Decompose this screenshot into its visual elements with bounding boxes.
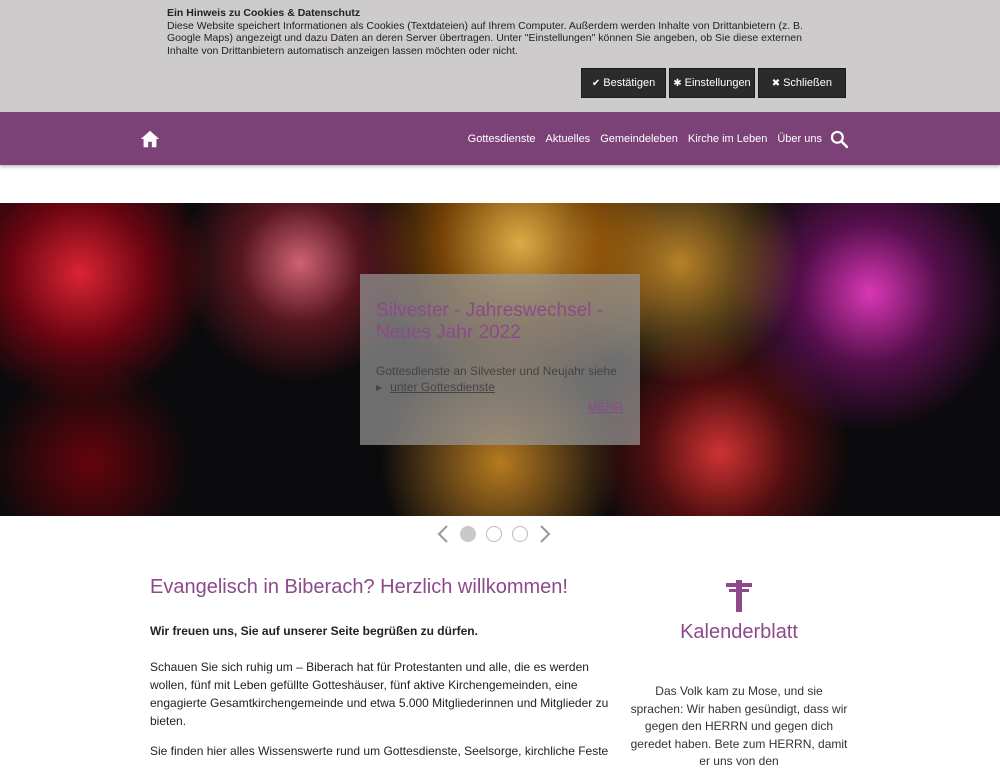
cookie-banner — [0, 0, 1000, 112]
hero-slider — [0, 203, 1000, 516]
check-icon: ✔ — [591, 77, 601, 89]
slide-dot-1[interactable] — [460, 526, 476, 542]
hero-title: Silvester - Jahreswechsel - Neues Jahr 2022 — [376, 300, 604, 343]
main-content — [150, 574, 610, 760]
chevron-left-icon[interactable] — [436, 524, 450, 544]
cross-icon — [725, 580, 753, 612]
home-icon[interactable] — [139, 128, 161, 150]
cookie-text-block — [167, 7, 832, 57]
nav-item-gemeindeleben[interactable]: Gemeindeleben — [600, 132, 678, 145]
hero-link-row — [376, 380, 624, 394]
cookie-description: Diese Website speichert Informationen als Cookies (Textdateien) auf Ihrem Computer. Außerdem werden Inhalte von Drittanbietern (z. B. Google Maps) angezeigt und dazu Daten an deren Server übertragen. Unter "Einstellungen" können Sie angeben, ob Sie diese externen Inhalte von Drittanbietern automatisch anzeigen lassen möchten oder nicht. — [167, 19, 803, 57]
second-paragraph: Sie finden hier alles Wissenswerte rund um Gottesdienste, Seelsorge, kirchliche Feste — [150, 744, 609, 758]
close-icon: ✖ — [771, 77, 781, 89]
kalenderblatt-title: Kalenderblatt — [680, 621, 798, 643]
nav-item-aktuelles[interactable]: Aktuelles — [545, 132, 591, 145]
cookie-buttons — [581, 68, 846, 98]
confirm-label: Bestätigen — [603, 77, 656, 89]
page-title: Evangelisch in Biberach? Herzlich willkommen! — [150, 576, 568, 598]
close-label: Schließen — [783, 77, 832, 89]
slide-dot-2[interactable] — [486, 526, 502, 542]
main-navigation — [0, 112, 1000, 165]
settings-button[interactable] — [669, 68, 754, 98]
close-button[interactable] — [758, 68, 846, 98]
lead-text: Wir freuen uns, Sie auf unserer Seite begrüßen zu dürfen. — [150, 624, 478, 638]
chevron-right-icon[interactable] — [538, 524, 552, 544]
hero-text: Gottesdienste an Silvester und Neujahr siehe — [376, 364, 617, 378]
slide-dot-3[interactable] — [512, 526, 528, 542]
nav-menu — [468, 112, 822, 165]
intro-paragraph: Schauen Sie sich ruhig um – Biberach hat für Protestanten und alle, die es werden wollen, fünf mit Leben gefüllte Gotteshäuser, fünf aktive Kirchengemeinden, eine engagierte Gesamtkirchengemeinde und etwa 5.000 Mitgliederinnen und Mitglieder zu bieten. — [150, 660, 609, 728]
nav-item-kirche-im-leben[interactable]: Kirche im Leben — [687, 132, 768, 145]
cookie-title: Ein Hinweis zu Cookies & Datenschutz — [167, 7, 361, 19]
hero-caption — [360, 274, 640, 445]
slider-controls — [436, 524, 552, 544]
confirm-button[interactable] — [581, 68, 666, 98]
hero-link[interactable]: unter Gottesdienste — [390, 380, 495, 394]
search-icon[interactable] — [829, 129, 849, 149]
kalenderblatt-box — [628, 580, 850, 771]
settings-label: Einstellungen — [684, 77, 751, 89]
nav-item-gottesdienste[interactable]: Gottesdienste — [467, 132, 536, 145]
arrow-right-icon: ▶ — [376, 382, 383, 392]
nav-item-ueber-uns[interactable]: Über uns — [777, 132, 822, 145]
kalenderblatt-text: Das Volk kam zu Mose, und sie sprachen: Wir haben gesündigt, dass wir gegen den HERRN und gegen dich geredet haben. Bete zum HERRN, damit er uns von den — [630, 684, 848, 768]
more-link[interactable]: MEHR — [587, 400, 623, 414]
gear-icon: ✱ — [673, 77, 682, 89]
